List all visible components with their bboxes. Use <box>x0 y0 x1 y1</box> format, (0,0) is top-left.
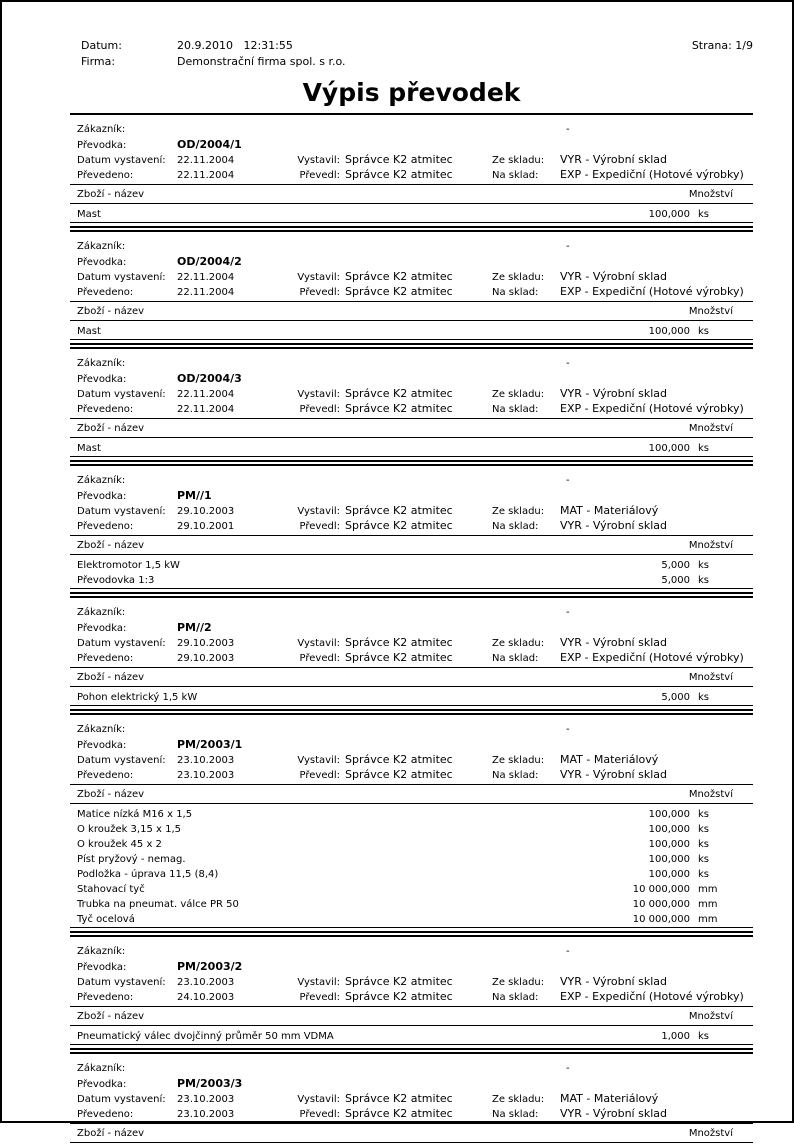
issue-row <box>70 752 753 767</box>
item-name: Podložka - úprava 11,5 (8,4) <box>77 869 219 880</box>
transfer-number: OD/2004/3 <box>177 372 242 385</box>
rule <box>70 667 753 668</box>
goods-name-header: Zboží - název <box>77 789 145 800</box>
items-block <box>70 558 753 589</box>
transferred-row <box>70 167 753 182</box>
item-unit: ks <box>698 809 710 820</box>
to-stock-label: Na sklad: <box>492 653 539 664</box>
firm-label: Firma: <box>81 55 116 68</box>
transferred-by-value: Správce K2 atmitec <box>345 1107 453 1120</box>
item-unit: ks <box>698 443 710 454</box>
from-stock-label: Ze skladu: <box>492 977 545 988</box>
rule <box>70 301 753 302</box>
item-row <box>70 837 753 852</box>
transfer-row <box>70 737 753 752</box>
item-quantity: 10 000,000 <box>632 884 690 895</box>
issue-row <box>70 1091 753 1106</box>
item-quantity: 100,000 <box>648 839 690 850</box>
issue-date-value: 23.10.2003 <box>177 1094 235 1105</box>
transferred-by-label: Převedl: <box>299 404 340 415</box>
rule <box>70 222 753 223</box>
to-stock-value: EXP - Expediční (Hotové výrobky) <box>560 990 744 1003</box>
transfer-row <box>70 488 753 503</box>
customer-label: Zákazník: <box>77 358 126 369</box>
issue-date-value: 23.10.2003 <box>177 755 235 766</box>
item-unit: mm <box>698 899 718 910</box>
to-stock-label: Na sklad: <box>492 287 539 298</box>
goods-header-row <box>70 670 753 686</box>
firm-value: Demonstrační firma spol. s r.o. <box>177 55 346 68</box>
item-unit: ks <box>698 1031 710 1042</box>
issue-date-value: 22.11.2004 <box>177 389 235 400</box>
item-quantity: 10 000,000 <box>632 914 690 925</box>
from-stock-label: Ze skladu: <box>492 506 545 517</box>
date-label: Datum: <box>81 39 122 52</box>
customer-value: - <box>566 946 570 957</box>
header-date-row <box>70 38 753 54</box>
transferred-by-label: Převedl: <box>299 170 340 181</box>
goods-header-row <box>70 1009 753 1025</box>
quantity-header: Množství <box>688 540 733 551</box>
transferred-label: Převedeno: <box>77 770 134 781</box>
issued-by-label: Vystavil: <box>297 1094 340 1105</box>
item-quantity: 100,000 <box>648 209 690 220</box>
transferred-by-label: Převedl: <box>299 1109 340 1120</box>
from-stock-value: MAT - Materiálový <box>560 1092 659 1105</box>
transferred-by-value: Správce K2 atmitec <box>345 168 453 181</box>
report-title: Výpis převodek <box>302 78 521 107</box>
issued-by-label: Vystavil: <box>297 155 340 166</box>
items-block <box>70 690 753 706</box>
item-name: Matice nízká M16 x 1,5 <box>77 809 193 820</box>
issued-by-value: Správce K2 atmitec <box>345 636 453 649</box>
goods-name-header: Zboží - název <box>77 540 145 551</box>
transfer-number: PM//1 <box>177 489 212 502</box>
header-firm-row <box>70 54 753 70</box>
issue-date-label: Datum vystavení: <box>77 638 166 649</box>
transfer-label: Převodka: <box>77 623 127 634</box>
issued-by-value: Správce K2 atmitec <box>345 387 453 400</box>
transfer-section <box>70 598 753 715</box>
date-value: 20.9.2010 12:31:55 <box>177 39 293 52</box>
item-quantity: 100,000 <box>648 869 690 880</box>
customer-label: Zákazník: <box>77 724 126 735</box>
to-stock-value: EXP - Expediční (Hotové výrobky) <box>560 285 744 298</box>
customer-value: - <box>566 1063 570 1074</box>
items-block <box>70 807 753 928</box>
page-content <box>2 2 792 1146</box>
from-stock-value: VYR - Výrobní sklad <box>560 270 667 283</box>
customer-value: - <box>566 358 570 369</box>
transfer-label: Převodka: <box>77 140 127 151</box>
quantity-header: Množství <box>688 1128 733 1139</box>
issue-date-label: Datum vystavení: <box>77 506 166 517</box>
transferred-label: Převedeno: <box>77 653 134 664</box>
quantity-header: Množství <box>688 1011 733 1022</box>
item-row <box>70 912 753 927</box>
transferred-by-value: Správce K2 atmitec <box>345 402 453 415</box>
customer-value: - <box>566 724 570 735</box>
transferred-by-label: Převedl: <box>299 992 340 1003</box>
customer-row <box>70 1061 753 1076</box>
transferred-by-label: Převedl: <box>299 770 340 781</box>
item-row <box>70 822 753 837</box>
from-stock-value: VYR - Výrobní sklad <box>560 975 667 988</box>
to-stock-label: Na sklad: <box>492 770 539 781</box>
item-quantity: 100,000 <box>648 854 690 865</box>
transfer-row <box>70 254 753 269</box>
customer-row <box>70 605 753 620</box>
page-number: Strana: 1/9 <box>691 39 753 52</box>
issued-by-label: Vystavil: <box>297 638 340 649</box>
from-stock-label: Ze skladu: <box>492 155 545 166</box>
goods-name-header: Zboží - název <box>77 306 145 317</box>
from-stock-value: VYR - Výrobní sklad <box>560 153 667 166</box>
from-stock-label: Ze skladu: <box>492 1094 545 1105</box>
transferred-by-value: Správce K2 atmitec <box>345 768 453 781</box>
sections-list <box>70 115 753 1146</box>
to-stock-label: Na sklad: <box>492 1109 539 1120</box>
transfer-row <box>70 959 753 974</box>
customer-row <box>70 722 753 737</box>
item-unit: ks <box>698 326 710 337</box>
item-name: O kroužek 3,15 x 1,5 <box>77 824 182 835</box>
transfer-number: OD/2004/2 <box>177 255 242 268</box>
item-name: Píst pryžový - nemag. <box>77 854 186 865</box>
from-stock-label: Ze skladu: <box>492 272 545 283</box>
transferred-date-value: 29.10.2003 <box>177 653 235 664</box>
goods-name-header: Zboží - název <box>77 1011 145 1022</box>
customer-label: Zákazník: <box>77 124 126 135</box>
issue-date-value: 29.10.2003 <box>177 638 235 649</box>
issue-row <box>70 503 753 518</box>
item-unit: ks <box>698 209 710 220</box>
item-name: Elektromotor 1,5 kW <box>77 560 180 571</box>
transferred-by-label: Převedl: <box>299 521 340 532</box>
item-row <box>70 690 753 705</box>
issue-date-label: Datum vystavení: <box>77 155 166 166</box>
from-stock-value: MAT - Materiálový <box>560 504 659 517</box>
issue-row <box>70 386 753 401</box>
transfer-section <box>70 349 753 466</box>
rule <box>70 1123 753 1124</box>
transferred-label: Převedeno: <box>77 521 134 532</box>
item-unit: ks <box>698 869 710 880</box>
transferred-label: Převedeno: <box>77 404 134 415</box>
transferred-by-value: Správce K2 atmitec <box>345 990 453 1003</box>
item-unit: ks <box>698 824 710 835</box>
issue-row <box>70 269 753 284</box>
to-stock-label: Na sklad: <box>492 521 539 532</box>
issued-by-label: Vystavil: <box>297 977 340 988</box>
rule <box>70 339 753 340</box>
from-stock-value: VYR - Výrobní sklad <box>560 387 667 400</box>
from-stock-value: MAT - Materiálový <box>560 753 659 766</box>
item-unit: ks <box>698 575 710 586</box>
transferred-label: Převedeno: <box>77 287 134 298</box>
customer-label: Zákazník: <box>77 1063 126 1074</box>
item-name: Mast <box>77 326 101 337</box>
customer-row <box>70 473 753 488</box>
issued-by-label: Vystavil: <box>297 506 340 517</box>
transferred-row <box>70 767 753 782</box>
item-name: Pneumatický válec dvojčinný průměr 50 mm VDMA <box>77 1031 334 1042</box>
item-quantity: 10 000,000 <box>632 899 690 910</box>
item-quantity: 5,000 <box>661 560 690 571</box>
transferred-row <box>70 650 753 665</box>
transferred-date-value: 29.10.2001 <box>177 521 235 532</box>
issued-by-value: Správce K2 atmitec <box>345 975 453 988</box>
rule <box>70 705 753 706</box>
issued-by-label: Vystavil: <box>297 272 340 283</box>
goods-header-row <box>70 787 753 803</box>
transferred-by-value: Správce K2 atmitec <box>345 651 453 664</box>
from-stock-value: VYR - Výrobní sklad <box>560 636 667 649</box>
transferred-by-label: Převedl: <box>299 653 340 664</box>
item-row <box>70 324 753 339</box>
transferred-row <box>70 284 753 299</box>
item-quantity: 100,000 <box>648 809 690 820</box>
header-spacer <box>293 38 692 54</box>
item-unit: ks <box>698 854 710 865</box>
transfer-number: OD/2004/1 <box>177 138 242 151</box>
item-row <box>70 207 753 222</box>
rule <box>70 456 753 457</box>
issued-by-value: Správce K2 atmitec <box>345 753 453 766</box>
goods-header-row <box>70 421 753 437</box>
transfer-number: PM/2003/3 <box>177 1077 243 1090</box>
to-stock-value: EXP - Expediční (Hotové výrobky) <box>560 402 744 415</box>
transferred-date-value: 22.11.2004 <box>177 404 235 415</box>
customer-value: - <box>566 241 570 252</box>
item-row <box>70 897 753 912</box>
transferred-row <box>70 401 753 416</box>
goods-name-header: Zboží - název <box>77 189 145 200</box>
item-name: Převodovka 1:3 <box>77 575 155 586</box>
transfer-section <box>70 232 753 349</box>
transfer-label: Převodka: <box>77 1079 127 1090</box>
issue-row <box>70 974 753 989</box>
rule <box>70 1044 753 1045</box>
items-block <box>70 441 753 457</box>
transferred-date-value: 23.10.2003 <box>177 1109 235 1120</box>
quantity-header: Množství <box>688 189 733 200</box>
item-name: Pohon elektrický 1,5 kW <box>77 692 198 703</box>
quantity-header: Množství <box>688 306 733 317</box>
items-block <box>70 207 753 223</box>
item-unit: mm <box>698 884 718 895</box>
from-stock-label: Ze skladu: <box>492 389 545 400</box>
customer-value: - <box>566 607 570 618</box>
item-name: Trubka na pneumat. válce PR 50 <box>77 899 239 910</box>
item-row <box>70 852 753 867</box>
transferred-by-label: Převedl: <box>299 287 340 298</box>
item-row <box>70 882 753 897</box>
issue-row <box>70 635 753 650</box>
issue-date-value: 22.11.2004 <box>177 155 235 166</box>
issue-date-label: Datum vystavení: <box>77 389 166 400</box>
item-unit: mm <box>698 914 718 925</box>
customer-label: Zákazník: <box>77 241 126 252</box>
transferred-row <box>70 518 753 533</box>
item-quantity: 100,000 <box>648 443 690 454</box>
issued-by-label: Vystavil: <box>297 389 340 400</box>
transfer-number: PM/2003/1 <box>177 738 243 751</box>
to-stock-label: Na sklad: <box>492 170 539 181</box>
item-unit: ks <box>698 692 710 703</box>
transfer-row <box>70 1076 753 1091</box>
transferred-date-value: 22.11.2004 <box>177 287 235 298</box>
transferred-row <box>70 1106 753 1121</box>
transfer-section <box>70 1054 753 1146</box>
item-name: Stahovací tyč <box>77 884 145 895</box>
to-stock-label: Na sklad: <box>492 404 539 415</box>
transfer-number: PM/2003/2 <box>177 960 243 973</box>
item-name: Tyč ocelová <box>77 914 135 925</box>
customer-row <box>70 239 753 254</box>
items-block <box>70 1029 753 1045</box>
item-row <box>70 441 753 456</box>
transferred-date-value: 24.10.2003 <box>177 992 235 1003</box>
issued-by-value: Správce K2 atmitec <box>345 1092 453 1105</box>
rule <box>70 184 753 185</box>
rule <box>70 927 753 928</box>
transfer-section <box>70 715 753 937</box>
customer-label: Zákazník: <box>77 946 126 957</box>
transferred-by-value: Správce K2 atmitec <box>345 519 453 532</box>
rule <box>70 535 753 536</box>
issue-date-label: Datum vystavení: <box>77 755 166 766</box>
transfer-number: PM//2 <box>177 621 212 634</box>
customer-label: Zákazník: <box>77 607 126 618</box>
transfer-section <box>70 937 753 1054</box>
transferred-date-value: 22.11.2004 <box>177 170 235 181</box>
item-quantity: 100,000 <box>648 326 690 337</box>
item-row <box>70 807 753 822</box>
goods-header-row <box>70 187 753 203</box>
customer-value: - <box>566 475 570 486</box>
issue-date-value: 22.11.2004 <box>177 272 235 283</box>
issue-date-label: Datum vystavení: <box>77 1094 166 1105</box>
customer-label: Zákazník: <box>77 475 126 486</box>
transferred-label: Převedeno: <box>77 170 134 181</box>
from-stock-label: Ze skladu: <box>492 755 545 766</box>
item-quantity: 1,000 <box>661 1031 690 1042</box>
issue-row <box>70 152 753 167</box>
transferred-by-value: Správce K2 atmitec <box>345 285 453 298</box>
to-stock-label: Na sklad: <box>492 992 539 1003</box>
goods-header-row <box>70 1126 753 1142</box>
goods-name-header: Zboží - název <box>77 1128 145 1139</box>
transfer-label: Převodka: <box>77 257 127 268</box>
quantity-header: Množství <box>688 789 733 800</box>
transferred-label: Převedeno: <box>77 992 134 1003</box>
issued-by-value: Správce K2 atmitec <box>345 153 453 166</box>
goods-name-header: Zboží - název <box>77 672 145 683</box>
transfer-label: Převodka: <box>77 374 127 385</box>
rule <box>70 588 753 589</box>
issue-date-value: 23.10.2003 <box>177 977 235 988</box>
issue-date-label: Datum vystavení: <box>77 272 166 283</box>
goods-name-header: Zboží - název <box>77 423 145 434</box>
item-quantity: 100,000 <box>648 824 690 835</box>
transfer-section <box>70 466 753 598</box>
goods-header-row <box>70 538 753 554</box>
transfer-label: Převodka: <box>77 962 127 973</box>
customer-value: - <box>566 124 570 135</box>
customer-row <box>70 356 753 371</box>
transfer-label: Převodka: <box>77 491 127 502</box>
rule <box>70 418 753 419</box>
item-name: Mast <box>77 443 101 454</box>
to-stock-value: VYR - Výrobní sklad <box>560 768 667 781</box>
quantity-header: Množství <box>688 672 733 683</box>
from-stock-label: Ze skladu: <box>492 638 545 649</box>
issue-date-value: 29.10.2003 <box>177 506 235 517</box>
item-row <box>70 558 753 573</box>
customer-row <box>70 944 753 959</box>
item-name: O kroužek 45 x 2 <box>77 839 162 850</box>
issue-date-label: Datum vystavení: <box>77 977 166 988</box>
transferred-row <box>70 989 753 1004</box>
transfer-row <box>70 620 753 635</box>
rule <box>70 1006 753 1007</box>
quantity-header: Množství <box>688 423 733 434</box>
issued-by-value: Správce K2 atmitec <box>345 504 453 517</box>
transferred-label: Převedeno: <box>77 1109 134 1120</box>
issued-by-value: Správce K2 atmitec <box>345 270 453 283</box>
item-row <box>70 1029 753 1044</box>
customer-row <box>70 122 753 137</box>
to-stock-value: VYR - Výrobní sklad <box>560 519 667 532</box>
to-stock-value: EXP - Expediční (Hotové výrobky) <box>560 168 744 181</box>
transferred-date-value: 23.10.2003 <box>177 770 235 781</box>
rule <box>70 784 753 785</box>
issued-by-label: Vystavil: <box>297 755 340 766</box>
transfer-label: Převodka: <box>77 740 127 751</box>
item-quantity: 5,000 <box>661 692 690 703</box>
item-quantity: 5,000 <box>661 575 690 586</box>
item-row <box>70 573 753 588</box>
to-stock-value: VYR - Výrobní sklad <box>560 1107 667 1120</box>
items-block <box>70 324 753 340</box>
transfer-row <box>70 371 753 386</box>
report-header <box>70 38 753 115</box>
item-name: Mast <box>77 209 101 220</box>
transfer-section <box>70 115 753 232</box>
item-unit: ks <box>698 560 710 571</box>
to-stock-value: EXP - Expediční (Hotové výrobky) <box>560 651 744 664</box>
item-unit: ks <box>698 839 710 850</box>
item-row <box>70 867 753 882</box>
transfer-row <box>70 137 753 152</box>
goods-header-row <box>70 304 753 320</box>
